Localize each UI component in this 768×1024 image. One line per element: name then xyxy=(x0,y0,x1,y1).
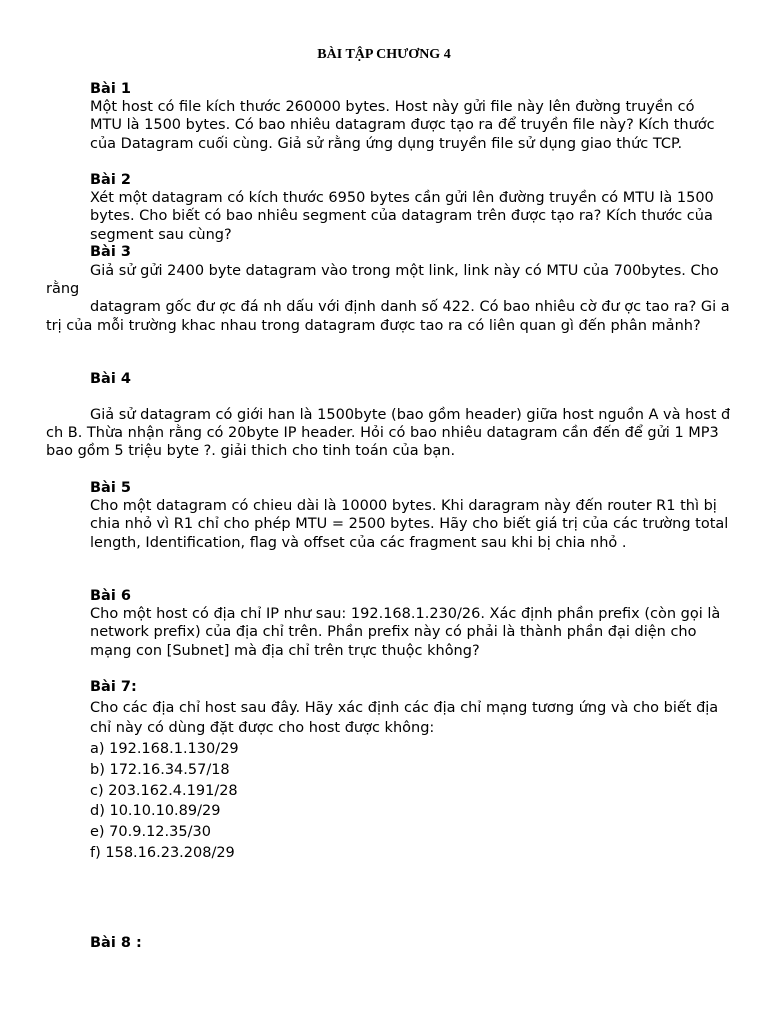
exercise-7 xyxy=(90,677,730,863)
exercise-heading: Bài 6 xyxy=(90,588,131,604)
exercise-text: Một host có file kích thước 260000 bytes. Host này gửi file này lên đường truyền có MTU là 1500 bytes. Có bao nhiêu datagram được tạo ra để truyền file này? Kích thước của Datagram cuối cùng. Giả sử rằng ứng dụng truyền file sử dụng giao thức TCP. xyxy=(90,99,715,152)
document-title: BÀI TẬP CHƯƠNG 4 xyxy=(317,47,451,62)
exercise-text: Xét một datagram có kích thước 6950 bytes cần gửi lên đường truyền có MTU là 1500 bytes. Cho biết có bao nhiêu segment của datagram trên được tạo ra? Kích thước của segment sau cùng? xyxy=(90,190,714,243)
list-item: d) 10.10.10.89/29 xyxy=(90,803,221,820)
list-item: b) 172.16.34.57/18 xyxy=(90,761,230,778)
exercise-4-heading-block xyxy=(90,370,730,388)
exercise-heading: Bài 8 : xyxy=(90,935,142,951)
exercise-4 xyxy=(46,406,736,461)
exercise-text: Cho một host có địa chỉ IP như sau: 192.168.1.230/26. Xác định phần prefix (còn gọi là network prefix) của địa chỉ trên. Phần prefix này có phải là thành phần đại diện cho mạng con [Subnet] mà địa chỉ trên trực thuộc không? xyxy=(90,606,721,659)
exercise-text: Cho một datagram có chieu dài là 10000 bytes. Khi daragram này đến router R1 thì bị chia nhỏ vì R1 chỉ cho phép MTU = 2500 bytes. Hãy cho biết giá trị của các trường total length, Identification, flag và offset của các fragment sau khi bị chia nhỏ . xyxy=(90,498,729,551)
exercise-6 xyxy=(90,587,730,660)
list-item: e) 70.9.12.35/30 xyxy=(90,823,211,840)
exercise-text: Cho các địa chỉ host sau đây. Hãy xác định các địa chỉ mạng tương ứng và cho biết địa chỉ này có dùng đặt được cho host được không: xyxy=(90,699,719,737)
exercise-heading: Bài 1 xyxy=(90,81,131,97)
list-item: a) 192.168.1.130/29 xyxy=(90,741,239,758)
exercise-1 xyxy=(90,80,730,153)
exercise-5 xyxy=(90,479,730,552)
exercise-heading: Bài 5 xyxy=(90,480,131,496)
exercise-2 xyxy=(90,171,730,244)
list-item: c) 203.162.4.191/28 xyxy=(90,782,238,799)
list-item: f) 158.16.23.208/29 xyxy=(90,844,235,861)
exercise-text: Giả sử datagram có giới han là 1500byte (bao gồm header) giữa host nguồn A và host đ ch B. Thừa nhận rằng có 20byte IP header. Hỏi có bao nhiêu datagram cần đến để gửi 1 MP3 bao gồm 5 triệu byte ?. giải thich cho tinh toán của bạn. xyxy=(46,407,731,460)
exercise-text: Giả sử gửi 2400 byte datagram vào trong một link, link này có MTU của 700bytes. Cho rằng xyxy=(46,263,719,298)
exercise-heading: Bài 4 xyxy=(90,371,131,387)
exercise-heading: Bài 7: xyxy=(90,679,137,695)
exercise-3-heading-block xyxy=(90,243,730,261)
exercise-heading: Bài 3 xyxy=(90,244,131,260)
exercise-8 xyxy=(90,934,730,952)
exercise-3 xyxy=(46,262,736,335)
exercise-heading: Bài 2 xyxy=(90,172,131,188)
exercise-text: datagram gốc đư ợc đá nh dấu với định danh số 422. Có bao nhiêu cờ đư ợc tao ra? Gi a trị của mỗi trường khac nhau trong datagram được tao ra có liên quan gì đến phân mảnh? xyxy=(46,299,730,334)
